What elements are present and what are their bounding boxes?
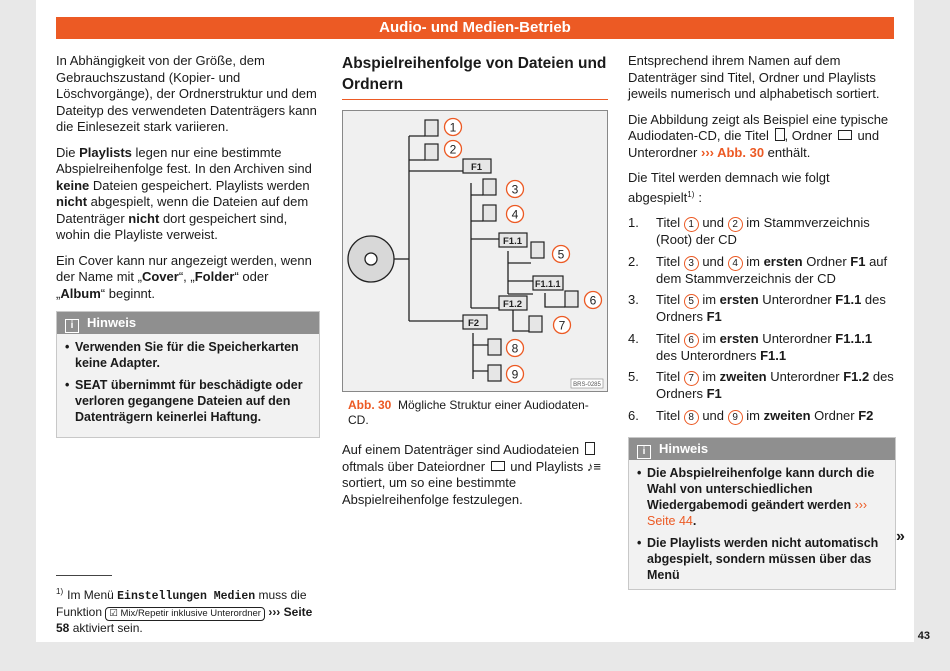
- playlist-icon: ♪≡: [586, 458, 601, 474]
- text: Dateien gespeichert. Playlists werden: [89, 177, 310, 193]
- page-number: 43: [917, 630, 930, 642]
- bold-text: F1.1: [760, 347, 787, 363]
- bold-text: F2: [858, 407, 874, 423]
- file-icon-8: [488, 339, 501, 355]
- folder-label: F2: [468, 318, 480, 329]
- footnote: [56, 584, 318, 636]
- file-icon-6: [565, 291, 578, 307]
- list-item: [628, 331, 896, 365]
- paragraph-figure-desc: [628, 112, 896, 162]
- bold-text: nicht: [128, 210, 160, 226]
- note-item: • SEAT übernimmt für beschädigte oder verloren gegangene Dateien auf den Datenträgern keinerlei Haftung.: [65, 377, 313, 425]
- file-icon-9: [488, 365, 501, 381]
- paragraph-sorting: Entsprechend ihrem Namen auf dem Datenträger sind Titel, Ordner und Playlists jeweils numerisch und alphabetisch sortiert.: [628, 53, 880, 101]
- footnote-mark: 1): [56, 587, 64, 596]
- text: Unterordner: [766, 369, 844, 384]
- bold-text: F1: [706, 386, 722, 401]
- file-icon-4: [483, 205, 496, 221]
- menu-name: Einstellungen Medien: [117, 590, 256, 603]
- file-icon-2: [425, 144, 438, 160]
- file-icon-7: [529, 316, 542, 332]
- number-label: 6: [589, 293, 597, 308]
- text: des Ordners: [656, 292, 886, 324]
- column-left: [56, 53, 320, 438]
- bold-text: Folder: [194, 269, 235, 284]
- text: Auf einem Datenträger sind Audiodateien: [342, 442, 583, 457]
- text: Titel: [656, 253, 684, 269]
- text: :: [698, 189, 703, 205]
- figure-cd-structure: [342, 110, 608, 392]
- list-number: 1.: [628, 215, 639, 230]
- text: im: [698, 330, 720, 346]
- list-item: [628, 408, 896, 425]
- text: Ordner: [802, 253, 851, 269]
- text: , Ordner: [784, 128, 836, 143]
- file-icon-3: [483, 179, 496, 195]
- text: und Playlists: [506, 458, 587, 474]
- note-item: • Verwenden Sie für die Speicherkarten keine Adapter.: [65, 339, 313, 371]
- number-label: 4: [511, 207, 519, 222]
- bold-text: zweiten: [719, 369, 767, 384]
- text: legen nur eine bestimmte Abspielreihenfolge fest. In den Archiven sind: [56, 144, 312, 176]
- caption-label: Abb. 30: [348, 398, 392, 412]
- text: “, „: [178, 269, 195, 284]
- text: des Unterordners: [656, 347, 761, 363]
- paragraph-playlists: [56, 145, 320, 244]
- footnote-mark: 1): [687, 189, 695, 199]
- folder-label: F1.1.1: [535, 279, 561, 289]
- text: im: [742, 253, 764, 269]
- text: Titel: [656, 292, 684, 307]
- text: Unterordner: [758, 292, 836, 307]
- section-header: Audio- und Medien-Betrieb: [56, 17, 894, 39]
- bold-text: ersten: [719, 330, 759, 346]
- text: Die Abbildung zeigt als Beispiel eine typische Audiodaten-CD, die Titel: [628, 111, 889, 143]
- text: im: [698, 369, 720, 384]
- list-item: [628, 254, 896, 288]
- text: enthält.: [764, 144, 811, 160]
- note-list: [629, 460, 895, 589]
- info-icon: i: [65, 319, 79, 333]
- text: Unterordner: [758, 330, 836, 346]
- cd-hole: [365, 253, 377, 265]
- folder-label: F1.1: [503, 236, 523, 247]
- note-item: [637, 465, 889, 529]
- number-label: 3: [511, 182, 519, 197]
- text: im: [698, 292, 720, 307]
- figure-caption: [342, 398, 608, 428]
- number-label: 8: [511, 341, 519, 356]
- section-heading: Abspielreihenfolge von Dateien und Ordnern: [342, 53, 608, 100]
- note-box: [56, 311, 320, 438]
- text: des Ordners: [656, 369, 894, 401]
- circled-number: 9: [728, 410, 743, 425]
- number-label: 7: [558, 318, 566, 333]
- text: aktiviert sein.: [69, 620, 143, 635]
- text: im: [742, 407, 764, 423]
- list-number: 5.: [628, 369, 639, 384]
- file-icon: [775, 128, 785, 141]
- bold-text: keine: [56, 177, 90, 193]
- list-number: 2.: [628, 253, 639, 269]
- note-box: [628, 437, 896, 590]
- file-icon-5: [531, 242, 544, 258]
- text: sortiert, um so eine bestimmte Abspielreihenfolge festzulegen.: [342, 475, 523, 507]
- circled-number: 3: [684, 256, 699, 271]
- footnote-divider: [56, 575, 112, 576]
- note-title: Hinweis: [659, 440, 709, 456]
- bold-text: F1.2: [843, 369, 870, 384]
- file-icon-1: [425, 120, 438, 136]
- folder-icon: [838, 130, 852, 140]
- bold-text: Playlists: [79, 144, 132, 160]
- bold-text: nicht: [56, 194, 88, 209]
- bold-text: Album: [60, 285, 101, 301]
- paragraph-cover: [56, 253, 320, 303]
- folder-label: F1: [471, 162, 483, 173]
- info-icon: i: [637, 445, 651, 459]
- caption-text: Mögliche Struktur einer Audiodaten-CD.: [348, 398, 589, 427]
- continued-marker: »: [896, 528, 905, 545]
- text: Titel: [656, 330, 684, 346]
- column-right: [628, 53, 896, 590]
- text: und: [698, 253, 728, 269]
- paragraph-load-time: In Abhängigkeit von der Größe, dem Gebrauchszustand (Kopier- und Löschvorgänge), der Ordnerstruktur und dem Dateityp des verwendeten Datenträgers kann die Einlesezeit stark variieren.: [56, 53, 317, 134]
- note-title: Hinweis: [87, 315, 137, 330]
- list-item: [628, 369, 896, 403]
- text: “ beginnt.: [100, 285, 155, 301]
- cd-structure-diagram: [343, 111, 607, 391]
- list-number: 6.: [628, 407, 639, 423]
- note-list: [57, 334, 319, 437]
- text: und: [698, 215, 728, 230]
- folder-icon: [491, 461, 505, 471]
- text: Titel: [656, 369, 684, 384]
- figure-reference-link[interactable]: ››› Abb. 30: [700, 144, 765, 160]
- text: und: [698, 407, 728, 423]
- list-item: [628, 292, 896, 326]
- text: Die Titel werden demnach wie folgt abgespielt: [628, 170, 830, 205]
- paragraph-play-order: [628, 170, 896, 206]
- circled-number: 8: [684, 410, 699, 425]
- bold-text: zweiten: [763, 407, 811, 423]
- text: auf dem Stammverzeichnis der CD: [656, 253, 888, 286]
- bold-text: F1: [706, 309, 722, 324]
- title-order-list: [628, 215, 896, 425]
- text: oftmals über Dateiordner: [342, 458, 489, 474]
- text: .: [692, 513, 697, 528]
- text: im Stammverzeichnis (Root) der CD: [656, 215, 870, 247]
- number-label: 1: [449, 120, 457, 135]
- note-header: [57, 312, 319, 334]
- text: Titel: [656, 407, 684, 423]
- bold-text: Cover: [141, 269, 179, 284]
- circled-number: 4: [728, 256, 743, 271]
- bold-text: F1.1.1: [835, 330, 873, 346]
- list-item: [628, 215, 896, 249]
- text: und Unterordner: [628, 128, 880, 160]
- folder-label: F1.2: [503, 299, 523, 310]
- page-reference-link[interactable]: ››› Seite 44: [647, 497, 868, 528]
- paragraph-audio-files: [342, 442, 608, 508]
- column-middle: [342, 53, 608, 517]
- text: Titel: [656, 215, 684, 230]
- button-text: Mix/Repetir inklusive Unterordner: [120, 607, 261, 619]
- bold-text: ersten: [763, 253, 803, 269]
- text: “ oder „: [56, 269, 269, 301]
- text: Die Abspielreihenfolge kann durch die Wahl von unterschiedlichen Wiedergabemodi geändert werden: [647, 465, 875, 512]
- text: Die: [56, 144, 80, 160]
- text: Ein Cover kann nur angezeigt werden, wenn der Name mit „: [56, 252, 312, 284]
- text: Ordner: [810, 407, 859, 423]
- checkbox-icon: ☑: [109, 607, 118, 619]
- circled-number: 1: [684, 217, 699, 232]
- figure-code: BRS-0285: [573, 382, 601, 388]
- circled-number: 5: [684, 294, 699, 309]
- text: Im Menü: [67, 588, 118, 602]
- note-header: [629, 438, 895, 460]
- circled-number: 2: [728, 217, 743, 232]
- file-icon: [585, 442, 595, 455]
- bold-text: F1.1: [835, 292, 862, 307]
- bold-text: ersten: [719, 292, 759, 307]
- number-label: 9: [511, 367, 519, 382]
- page-reference[interactable]: ››› Seite 58: [56, 604, 313, 635]
- number-label: 2: [449, 142, 457, 157]
- text: abgespielt, wenn die Dateien auf dem Datenträger: [56, 194, 309, 226]
- text: muss die Funktion: [56, 588, 307, 619]
- note-item: • Die Playlists werden nicht automatisch abgespielt, sondern müssen über das Menü: [637, 535, 889, 583]
- circled-number: 7: [684, 371, 699, 386]
- text: dort gespeichert sind, wohin die Playliste verweist.: [56, 210, 288, 242]
- bold-text: F1: [850, 253, 866, 269]
- number-label: 5: [557, 247, 565, 262]
- function-button-label: [105, 607, 265, 621]
- list-number: 3.: [628, 292, 639, 307]
- list-number: 4.: [628, 330, 639, 346]
- circled-number: 6: [684, 333, 699, 348]
